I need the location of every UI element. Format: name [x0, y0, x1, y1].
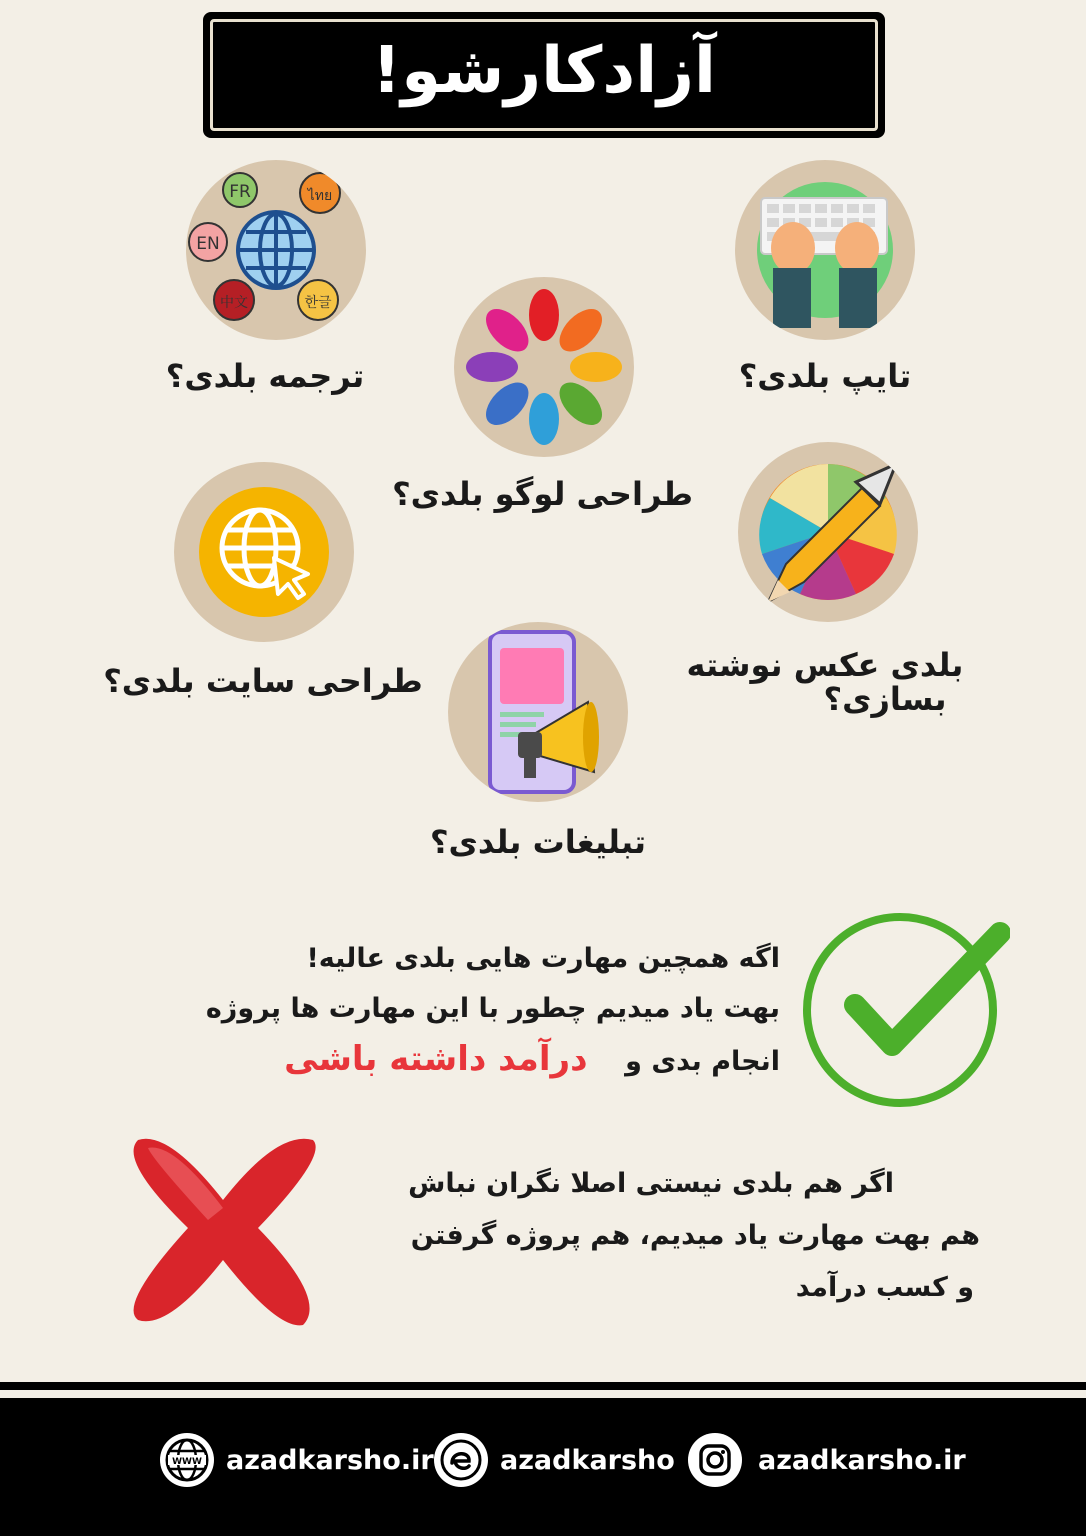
skill-label-typing: تایپ بلدی؟	[738, 357, 912, 395]
pen-palette-icon	[738, 442, 918, 622]
svg-text:中文: 中文	[220, 295, 248, 311]
skill-label-caption-line1: بلدی عکس نوشته	[686, 646, 964, 684]
skill-label-website: طراحی سایت بلدی؟	[103, 662, 423, 700]
skill-label-caption-line2: بسازی؟	[823, 680, 947, 718]
cross-icon	[108, 1120, 338, 1335]
if-skilled-line1: اگه همچین مهارت هایی بلدی عالیه!	[306, 943, 780, 974]
page-title: آزادکارشو!	[372, 34, 716, 108]
eitaa-icon	[434, 1433, 488, 1487]
skill-label-ads: تبلیغات بلدی؟	[429, 823, 647, 861]
footer	[0, 1398, 1086, 1536]
svg-text:EN: EN	[196, 234, 220, 254]
www-globe-icon	[160, 1433, 214, 1487]
skill-label-caption	[680, 648, 970, 716]
svg-text:FR: FR	[229, 182, 251, 202]
svg-text:WWW: WWW	[172, 1457, 202, 1467]
footer-instagram[interactable]	[688, 1430, 966, 1490]
svg-text:한글: 한글	[304, 295, 332, 311]
if-skilled-accent: درآمد داشته باشی	[284, 1039, 588, 1079]
if-not-skilled-line3: و کسب درآمد	[795, 1272, 974, 1303]
title-banner	[203, 12, 885, 138]
footer-instagram-text: azadkarsho.ir	[758, 1444, 966, 1476]
footer-eitaa[interactable]	[434, 1430, 675, 1490]
skill-label-translate: ترجمه بلدی؟	[165, 357, 365, 395]
skill-label-logo: طراحی لوگو بلدی؟	[392, 475, 693, 513]
if-skilled-line3-a: انجام بدی و	[625, 1046, 780, 1077]
instagram-icon	[688, 1433, 742, 1487]
website-globe-icon	[174, 462, 354, 642]
footer-website[interactable]	[160, 1430, 434, 1490]
if-not-skilled-line2: هم بهت مهارت یاد میدیم، هم پروژه گرفتن	[410, 1220, 980, 1251]
svg-text:ไทย: ไทย	[307, 188, 333, 204]
if-skilled-line2: بهت یاد میدیم چطور با این مهارت ها پروژه	[205, 993, 780, 1024]
megaphone-phone-icon	[448, 622, 628, 802]
if-skilled-line3	[140, 1034, 780, 1087]
typing-keyboard-icon	[735, 160, 915, 340]
if-not-skilled-line1: اگر هم بلدی نیستی اصلا نگران نباش	[408, 1168, 894, 1199]
if-skilled-text	[140, 934, 780, 1087]
check-icon	[800, 905, 1010, 1115]
footer-divider	[0, 1382, 1086, 1390]
translation-globe-icon	[186, 160, 366, 340]
footer-website-text: azadkarsho.ir	[226, 1444, 434, 1476]
colorful-hands-icon	[454, 277, 634, 457]
footer-eitaa-text: azadkarsho	[500, 1444, 675, 1476]
if-not-skilled-text	[340, 1158, 980, 1314]
